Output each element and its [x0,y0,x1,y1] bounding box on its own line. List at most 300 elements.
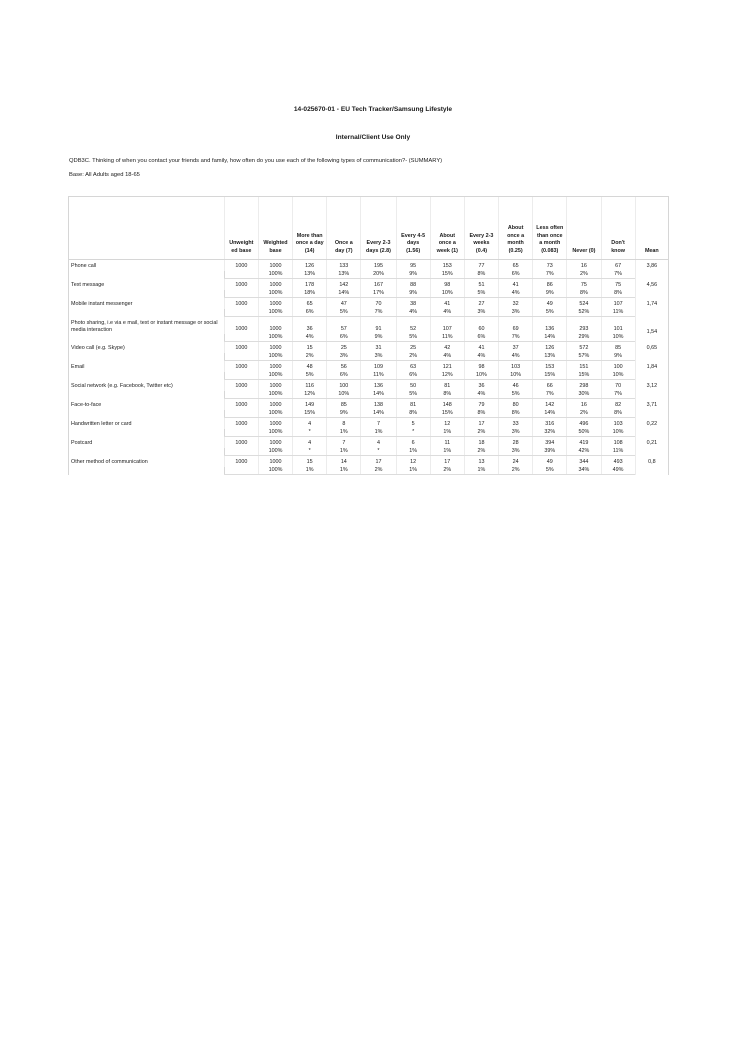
unweighted-base-cell: 1000 [224,380,258,391]
count-cell: 1000 [258,342,292,353]
table-row-counts [69,399,669,410]
percent-cell: 32% [533,429,567,437]
column-header-line: Never (0) [572,248,596,255]
column-header [567,197,601,260]
percent-cell: 2% [293,353,327,361]
percent-cell: 2% [396,353,430,361]
mean-cell: 4,56 [635,279,668,298]
percent-cell: 9% [396,290,430,298]
percent-cell: 2% [567,271,601,279]
percent-cell: 14% [327,290,361,298]
table-row-counts [69,342,669,353]
count-cell: 8 [327,418,361,429]
percent-cell: 9% [533,290,567,298]
percent-cell: 10% [327,391,361,399]
column-header [601,197,635,260]
count-cell: 25 [396,342,430,353]
percent-cell: 1% [361,429,396,437]
percent-cell: 100% [258,429,292,437]
percent-cell: 1% [327,467,361,475]
count-cell: 133 [327,260,361,271]
percent-cell: 4% [430,353,464,361]
table-row-counts [69,361,669,372]
count-cell: 38 [396,298,430,309]
column-header-line [567,240,600,248]
percent-cell: 6% [327,372,361,380]
percent-cell: 14% [361,410,396,418]
column-header-line [602,233,635,241]
count-cell: 142 [327,279,361,290]
table-row-counts [69,456,669,467]
mean-cell: 1,54 [635,317,668,342]
percent-cell: 3% [499,448,533,456]
count-cell: 18 [464,437,498,448]
percent-cell: 8% [567,290,601,298]
column-header-line: Mean [644,248,659,255]
count-cell: 4 [293,437,327,448]
count-cell: 14 [327,456,361,467]
column-header [430,197,464,260]
count-cell: 70 [601,380,635,391]
count-cell: 316 [533,418,567,429]
empty-cell [224,429,258,437]
percent-cell: 1% [396,467,430,475]
count-cell: 77 [464,260,498,271]
mean-cell: 0,22 [635,418,668,437]
column-header-line: day (7) [335,248,353,255]
count-cell: 36 [293,317,327,334]
percent-cell: 7% [533,391,567,399]
count-cell: 394 [533,437,567,448]
row-label: Face-to-face [69,399,225,418]
count-cell: 151 [567,361,601,372]
percent-cell: 4% [430,309,464,317]
percent-cell: 2% [567,410,601,418]
count-cell: 1000 [258,279,292,290]
percent-cell: 9% [327,410,361,418]
count-cell: 66 [533,380,567,391]
count-cell: 1000 [258,437,292,448]
percent-cell: 10% [601,429,635,437]
percent-cell: 8% [430,391,464,399]
percent-cell: 10% [601,372,635,380]
percent-cell: 1% [327,429,361,437]
percent-cell: 8% [396,410,430,418]
percent-cell: 15% [430,271,464,279]
count-cell: 1000 [258,260,292,271]
percent-cell: 5% [464,290,498,298]
percent-cell: 1% [327,448,361,456]
report-subtitle: Internal/Client Use Only [335,134,411,141]
empty-cell [224,448,258,456]
percent-cell: 8% [464,271,498,279]
unweighted-base-cell: 1000 [224,399,258,410]
count-cell: 17 [361,456,396,467]
percent-cell: 49% [601,467,635,475]
count-cell: 70 [361,298,396,309]
column-header [635,197,668,260]
percent-cell: 42% [567,448,601,456]
count-cell: 107 [430,317,464,334]
unweighted-base-cell: 1000 [224,361,258,372]
percent-cell: 10% [430,290,464,298]
column-header-line: ed base [231,248,252,255]
unweighted-base-cell: 1000 [224,456,258,467]
count-cell: 13 [464,456,498,467]
percent-cell: 57% [567,353,601,361]
percent-cell: 6% [464,334,498,342]
percent-cell: 3% [327,353,361,361]
summary-table [68,196,669,475]
count-cell: 17 [464,418,498,429]
count-cell: 85 [327,399,361,410]
count-cell: 4 [293,418,327,429]
column-header-line [361,225,395,233]
percent-cell: 8% [601,410,635,418]
count-cell: 167 [361,279,396,290]
column-header-line [602,225,635,233]
mean-cell: 0,21 [635,437,668,456]
column-header [396,197,430,260]
column-header-line: Unweight [229,240,254,247]
count-cell: 65 [293,298,327,309]
count-cell: 109 [361,361,396,372]
row-label: Other method of communication [69,456,225,475]
percent-cell: 2% [464,429,498,437]
percent-cell: 12% [293,391,327,399]
count-cell: 116 [293,380,327,391]
percent-cell: 100% [258,372,292,380]
column-header-line [293,225,326,233]
column-header-line [225,225,258,233]
count-cell: 1000 [258,298,292,309]
percent-cell: 3% [361,353,396,361]
count-cell: 46 [499,380,533,391]
percent-cell: 7% [601,391,635,399]
count-cell: 50 [396,380,430,391]
count-cell: 4 [361,437,396,448]
percent-cell: 15% [293,410,327,418]
question-text: QDB3C. Thinking of when you contact your friends and family, how often do you use each of the following types of communication?- (SUMMARY) [69,158,443,164]
row-label: Text message [69,279,225,298]
percent-cell: 2% [464,448,498,456]
count-cell: 47 [327,298,361,309]
column-header [258,197,292,260]
table-row-counts [69,418,669,429]
percent-cell: 13% [293,271,327,279]
count-cell: 16 [567,260,601,271]
percent-cell: * [293,429,327,437]
count-cell: 41 [464,342,498,353]
column-header-line: Once a [334,240,353,247]
column-header-line [259,225,292,233]
percent-cell: 14% [361,391,396,399]
column-header-line: days [406,240,420,247]
percent-cell: 13% [327,271,361,279]
count-cell: 49 [533,456,567,467]
row-label: Handwritten letter or card [69,418,225,437]
count-cell: 195 [361,260,396,271]
percent-cell: 4% [499,290,533,298]
percent-cell: 2% [430,467,464,475]
column-header [361,197,396,260]
unweighted-base-cell: 1000 [224,418,258,429]
count-cell: 49 [533,298,567,309]
percent-cell: 4% [464,391,498,399]
count-cell: 126 [293,260,327,271]
column-header [533,197,567,260]
percent-cell: 5% [396,391,430,399]
percent-cell: * [293,448,327,456]
unweighted-base-cell: 1000 [224,342,258,353]
mean-cell: 0,65 [635,342,668,361]
percent-cell: 15% [533,372,567,380]
count-cell: 1000 [258,361,292,372]
row-label: Video call (e.g. Skype) [69,342,225,361]
mean-cell: 3,71 [635,399,668,418]
column-header-line [259,233,292,241]
column-header-line [636,240,668,248]
count-cell: 73 [533,260,567,271]
percent-cell: 100% [258,410,292,418]
percent-cell: * [396,429,430,437]
count-cell: 48 [293,361,327,372]
count-cell: 100 [327,380,361,391]
percent-cell: 100% [258,391,292,399]
percent-cell: 52% [567,309,601,317]
percent-cell: 10% [464,372,498,380]
percent-cell: 6% [396,372,430,380]
row-label-header [69,197,225,260]
count-cell: 81 [396,399,430,410]
count-cell: 28 [499,437,533,448]
column-header-line: Don't [611,240,625,247]
header-row [69,197,669,260]
percent-cell: 1% [430,429,464,437]
percent-cell: 4% [499,353,533,361]
column-header-line [567,225,600,233]
count-cell: 524 [567,298,601,309]
count-cell: 136 [533,317,567,334]
column-header-line: than once [537,232,563,239]
count-cell: 1000 [258,380,292,391]
count-cell: 344 [567,456,601,467]
count-cell: 153 [430,260,464,271]
count-cell: 32 [499,298,533,309]
count-cell: 1000 [258,418,292,429]
count-cell: 103 [499,361,533,372]
count-cell: 41 [499,279,533,290]
unweighted-base-cell: 1000 [224,279,258,290]
percent-cell: 11% [601,309,635,317]
percent-cell: 4% [464,353,498,361]
column-header-line: (14) [304,248,315,255]
count-cell: 293 [567,317,601,334]
percent-cell: 7% [533,271,567,279]
table-row-counts [69,317,669,334]
column-header-line: once a [438,240,456,247]
percent-cell: 17% [361,290,396,298]
mean-cell: 1,74 [635,298,668,317]
percent-cell: 3% [499,429,533,437]
mean-cell: 0,8 [635,456,668,475]
percent-cell: 15% [430,410,464,418]
row-label: Postcard [69,437,225,456]
unweighted-base-cell: 1000 [224,298,258,309]
percent-cell: 10% [601,334,635,342]
table-row-counts [69,260,669,271]
percent-cell: 100% [258,309,292,317]
percent-cell: 5% [533,467,567,475]
column-header-line: Less often [536,224,564,231]
percent-cell: 4% [396,309,430,317]
count-cell: 75 [601,279,635,290]
percent-cell: 2% [499,467,533,475]
count-cell: 25 [327,342,361,353]
percent-cell: * [361,448,396,456]
percent-cell: 100% [258,290,292,298]
percent-cell: 9% [396,271,430,279]
empty-cell [224,391,258,399]
percent-cell: 11% [361,372,396,380]
count-cell: 56 [327,361,361,372]
count-cell: 12 [396,456,430,467]
percent-cell: 30% [567,391,601,399]
count-cell: 75 [567,279,601,290]
count-cell: 100 [601,361,635,372]
column-header-line: once a day [295,240,324,247]
percent-cell: 13% [533,353,567,361]
percent-cell: 14% [533,334,567,342]
empty-cell [224,467,258,475]
count-cell: 298 [567,380,601,391]
count-cell: 7 [327,437,361,448]
column-header [224,197,258,260]
count-cell: 63 [396,361,430,372]
percent-cell: 10% [499,372,533,380]
percent-cell: 1% [430,448,464,456]
column-header-line: (0.4) [475,248,487,255]
percent-cell: 1% [293,467,327,475]
column-header-line [431,225,464,233]
percent-cell: 8% [499,410,533,418]
row-label: Phone call [69,260,225,279]
percent-cell: 7% [361,309,396,317]
count-cell: 88 [396,279,430,290]
column-header-line: Every 2-3 [366,240,391,247]
count-cell: 98 [464,361,498,372]
count-cell: 15 [293,342,327,353]
count-cell: 51 [464,279,498,290]
column-header-line: days (2.8) [366,248,391,255]
unweighted-base-cell: 1000 [224,317,258,334]
unweighted-base-cell: 1000 [224,437,258,448]
column-header-line: (0.083) [541,248,559,255]
count-cell: 1000 [258,456,292,467]
column-header-line: once a [507,232,525,239]
mean-cell: 3,12 [635,380,668,399]
column-header-line: About [507,224,524,231]
percent-cell: 11% [430,334,464,342]
percent-cell: 5% [293,372,327,380]
empty-cell [224,372,258,380]
empty-cell [224,271,258,279]
count-cell: 572 [567,342,601,353]
count-cell: 69 [499,317,533,334]
column-header-line [225,233,258,241]
empty-cell [224,290,258,298]
column-header [293,197,327,260]
column-header [499,197,533,260]
percent-cell: 6% [327,334,361,342]
percent-cell: 1% [464,467,498,475]
column-header-line: (0.25) [508,248,523,255]
column-header-line: More than [296,232,323,239]
column-header-line [327,225,360,233]
table-row-counts [69,279,669,290]
percent-cell: 9% [601,353,635,361]
percent-cell: 11% [601,448,635,456]
percent-cell: 100% [258,467,292,475]
count-cell: 79 [464,399,498,410]
count-cell: 86 [533,279,567,290]
column-header-line: base [269,248,282,255]
count-cell: 67 [601,260,635,271]
column-header-line [636,233,668,241]
count-cell: 121 [430,361,464,372]
column-header-line: About [439,232,456,239]
percent-cell: 9% [361,334,396,342]
count-cell: 65 [499,260,533,271]
count-cell: 33 [499,418,533,429]
count-cell: 103 [601,418,635,429]
count-cell: 17 [430,456,464,467]
count-cell: 138 [361,399,396,410]
count-cell: 36 [464,380,498,391]
base-text: Base: All Adults aged 18-65 [69,172,140,178]
count-cell: 107 [601,298,635,309]
empty-cell [224,353,258,361]
column-header-line [327,233,360,241]
percent-cell: 1% [396,448,430,456]
percent-cell: 3% [499,309,533,317]
count-cell: 153 [533,361,567,372]
count-cell: 493 [601,456,635,467]
column-header-line: weeks [473,240,490,247]
column-header-line [397,225,430,233]
count-cell: 15 [293,456,327,467]
percent-cell: 39% [533,448,567,456]
percent-cell: 8% [464,410,498,418]
count-cell: 52 [396,317,430,334]
percent-cell: 20% [361,271,396,279]
count-cell: 85 [601,342,635,353]
percent-cell: 6% [499,271,533,279]
percent-cell: 7% [499,334,533,342]
percent-cell: 3% [464,309,498,317]
column-header [464,197,498,260]
count-cell: 12 [430,418,464,429]
count-cell: 1000 [258,399,292,410]
percent-cell: 34% [567,467,601,475]
percent-cell: 5% [327,309,361,317]
mean-cell: 3,86 [635,260,668,279]
count-cell: 496 [567,418,601,429]
column-header-line: Every 4-5 [401,232,426,239]
table-row-counts [69,437,669,448]
row-label: Social network (e.g. Facebook, Twitter etc) [69,380,225,399]
percent-cell: 5% [533,309,567,317]
